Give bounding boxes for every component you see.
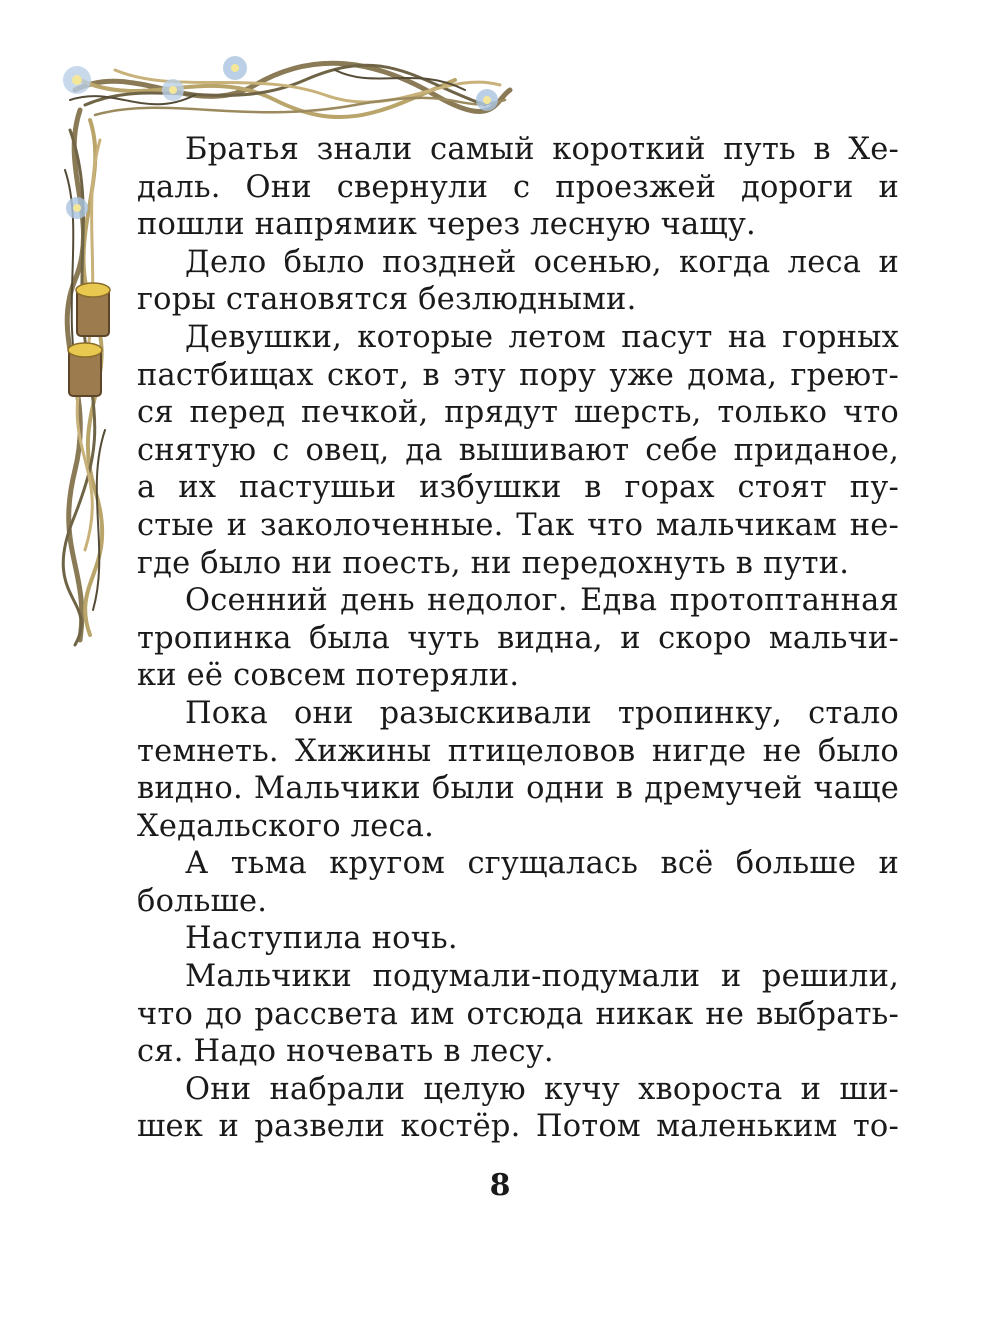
text-line: Наступила ночь. (185, 921, 458, 957)
text-line: ся перед печкой, прядут шерсть, только что (137, 395, 899, 431)
text-line: шек и развели костёр. Потом маленьким то- (137, 1109, 899, 1145)
story-text (137, 131, 899, 1146)
text-line: Мальчики подумали-подумали и решили, (185, 959, 899, 995)
text-line: Дело было поздней осенью, когда леса и (185, 244, 899, 280)
text-line: пошли напрямик через лесную чащу. (137, 207, 756, 243)
text-line: Осенний день недолог. Едва протоптанная (185, 583, 899, 619)
text-line: Пока они разыскивали тропинку, стало (185, 695, 899, 731)
text-line: а их пастушьи избушки в горах стоят пу- (137, 470, 899, 506)
text-line: даль. Они свернули с проезжей дороги и (137, 169, 899, 205)
text-line: ки её совсем потеряли. (137, 658, 520, 694)
text-line: снятую с овец, да вышивают себе приданое, (137, 432, 899, 468)
text-line: Они набрали целую кучу хвороста и ши- (185, 1071, 899, 1107)
text-line: что до рассвета им отсюда никак не выбрать- (137, 996, 899, 1032)
text-line: тропинка была чуть видна, и скоро мальчи- (137, 620, 899, 656)
text-line: пастбищах скот, в эту пору уже дома, греют- (137, 357, 899, 393)
text-line: Хедальского леса. (137, 808, 435, 844)
text-line: больше. (137, 883, 268, 919)
text-line: Девушки, которые летом пасут на горных (185, 319, 899, 355)
text-line: видно. Мальчики были одни в дремучей чаще (137, 771, 899, 807)
text-line: где было ни поесть, ни передохнуть в пути. (137, 545, 850, 581)
page-number: 8 (489, 1168, 511, 1203)
text-line: Братья знали самый короткий путь в Хе- (185, 132, 899, 167)
text-line: темнеть. Хижины птицеловов нигде не было (137, 733, 899, 769)
text-line: горы становятся безлюдными. (137, 282, 637, 318)
text-line: ся. Надо ночевать в лесу. (137, 1034, 554, 1070)
text-line: А тьма кругом сгущалась всё больше и (185, 846, 899, 882)
text-line: стые и заколоченные. Так что мальчикам не- (137, 507, 899, 543)
